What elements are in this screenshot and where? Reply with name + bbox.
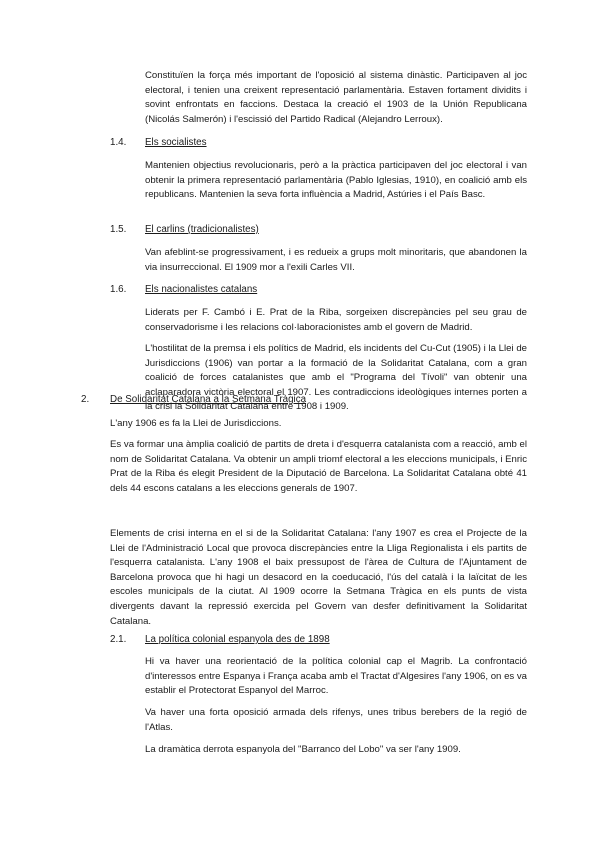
paragraph-coalicio: Es va formar una àmplia coalició de partits de dreta i d'esquerra catalanista com a reacció, amb el nom de Solidaritat Catalana. Va obtenir un ampli triomf electoral a les eleccions municipals, i Enric Prat de la Riba és elegit President de la Diputació de Barcelona. La Solidaritat Catalana obté 41 dels 44 escons catalans a les eleccions generals de 1907. [110,439,527,494]
intro-paragraph: Constituïen la força més important de l'oposició al sistema dinàstic. Participaven al joc electoral, i tenien una creixent representació parlamentària. Estaven fortament dividits i sovint enfrontats en faccions. Destaca la creació el 1903 de la Unión Republicana (Nicolás Salmerón) i l'escissió del Partido Radical (Alejandro Lerroux). [145,70,527,125]
subsection-1-5-title: El carlins (tradicionalistes) [145,224,259,235]
subsection-1-4-number: 1.4. [110,137,127,148]
paragraph-llei-jurisdiccions: L'any 1906 es fa la Llei de Jurisdiccions. [110,418,282,429]
paragraph-politica-colonial-1: Hi va haver una reorientació de la política colonial cap el Magrib. La confrontació d'interessos entre Espanya i França acaba amb el Tractat d'Algesires l'any 1906, on es va establir el Protectorat Espanyol del Marroc. [145,656,527,697]
paragraph-nacionalistes-1: Liderats per F. Cambó i E. Prat de la Riba, sorgeixen discrepàncies pel seu grau de conservadorisme i les relacions col·laboracionistes amb el govern de Madrid. [145,307,527,333]
paragraph-carlins: Van afeblint-se progressivament, i es redueix a grups molt minoritaris, que abandonen la via insurreccional. El 1909 mor a l'exili Carles VII. [145,247,527,273]
subsection-1-6-title: Els nacionalistes catalans [145,284,258,295]
paragraph-socialistes: Mantenien objectius revolucionaris, però a la pràctica participaven del joc electoral i van obtenir la primera representació parlamentària (Pablo Iglesias, 1910), en coalició amb els republicans. Mantenien la seva forta influència a Madrid, Astúries i el País Basc. [145,160,527,201]
subsection-1-4-title: Els socialistes [145,137,207,148]
paragraph-politica-colonial-3: La dramàtica derrota espanyola del "Barranco del Lobo" va ser l'any 1909. [145,744,461,755]
paragraph-crisi-interna: Elements de crisi interna en el si de la Solidaritat Catalana: l'any 1907 es crea el Projecte de la Llei de l'Administració Local que provoca discrepàncies entre la Lliga Regionalista i els partits de l'esquerra catalanista. L'any 1908 el baix pressupost de l'àrea de Cultura de l'Ajuntament de Barcelona provoca que hi hagi un desacord en la coeducació, l'ús del català i la laïcitat de les escoles municipals de la ciutat. Al 1909 ocorre la Setmana Tràgica en els punts de vista divergents davant la repressió exercida pel Govern van desfer definitivament la Solidaritat Catalana. [110,528,527,627]
section-2-number: 2. [81,394,90,405]
paragraph-nacionalistes-2: L'hostilitat de la premsa i els polítics de Madrid, els incidents del Cu-Cut (1905) i la Llei de Jurisdiccions (1906) van portar a la formació de la Solidaritat Catalana, com a gran coalició de forces catalanistes que amb el "Programa del Tívoli" van obtenir una aclaparadora victòria electoral el 1907. Les contradiccions ideològiques internes porten a la crisi la Solidaritat Catalana entre 1908 i 1909. [145,343,527,413]
subsection-2-1-number: 2.1. [110,634,127,645]
subsection-1-5-number: 1.5. [110,224,127,235]
section-2-title: De Solidaritat Catalana a la Setmana Tràgica [110,394,307,405]
subsection-1-6-number: 1.6. [110,284,127,295]
subsection-2-1-title: La política colonial espanyola des de 1898 [145,634,330,645]
paragraph-politica-colonial-2: Va haver una forta oposició armada dels rifenys, unes tribus berebers de la regió de l'Atlas. [145,707,527,733]
